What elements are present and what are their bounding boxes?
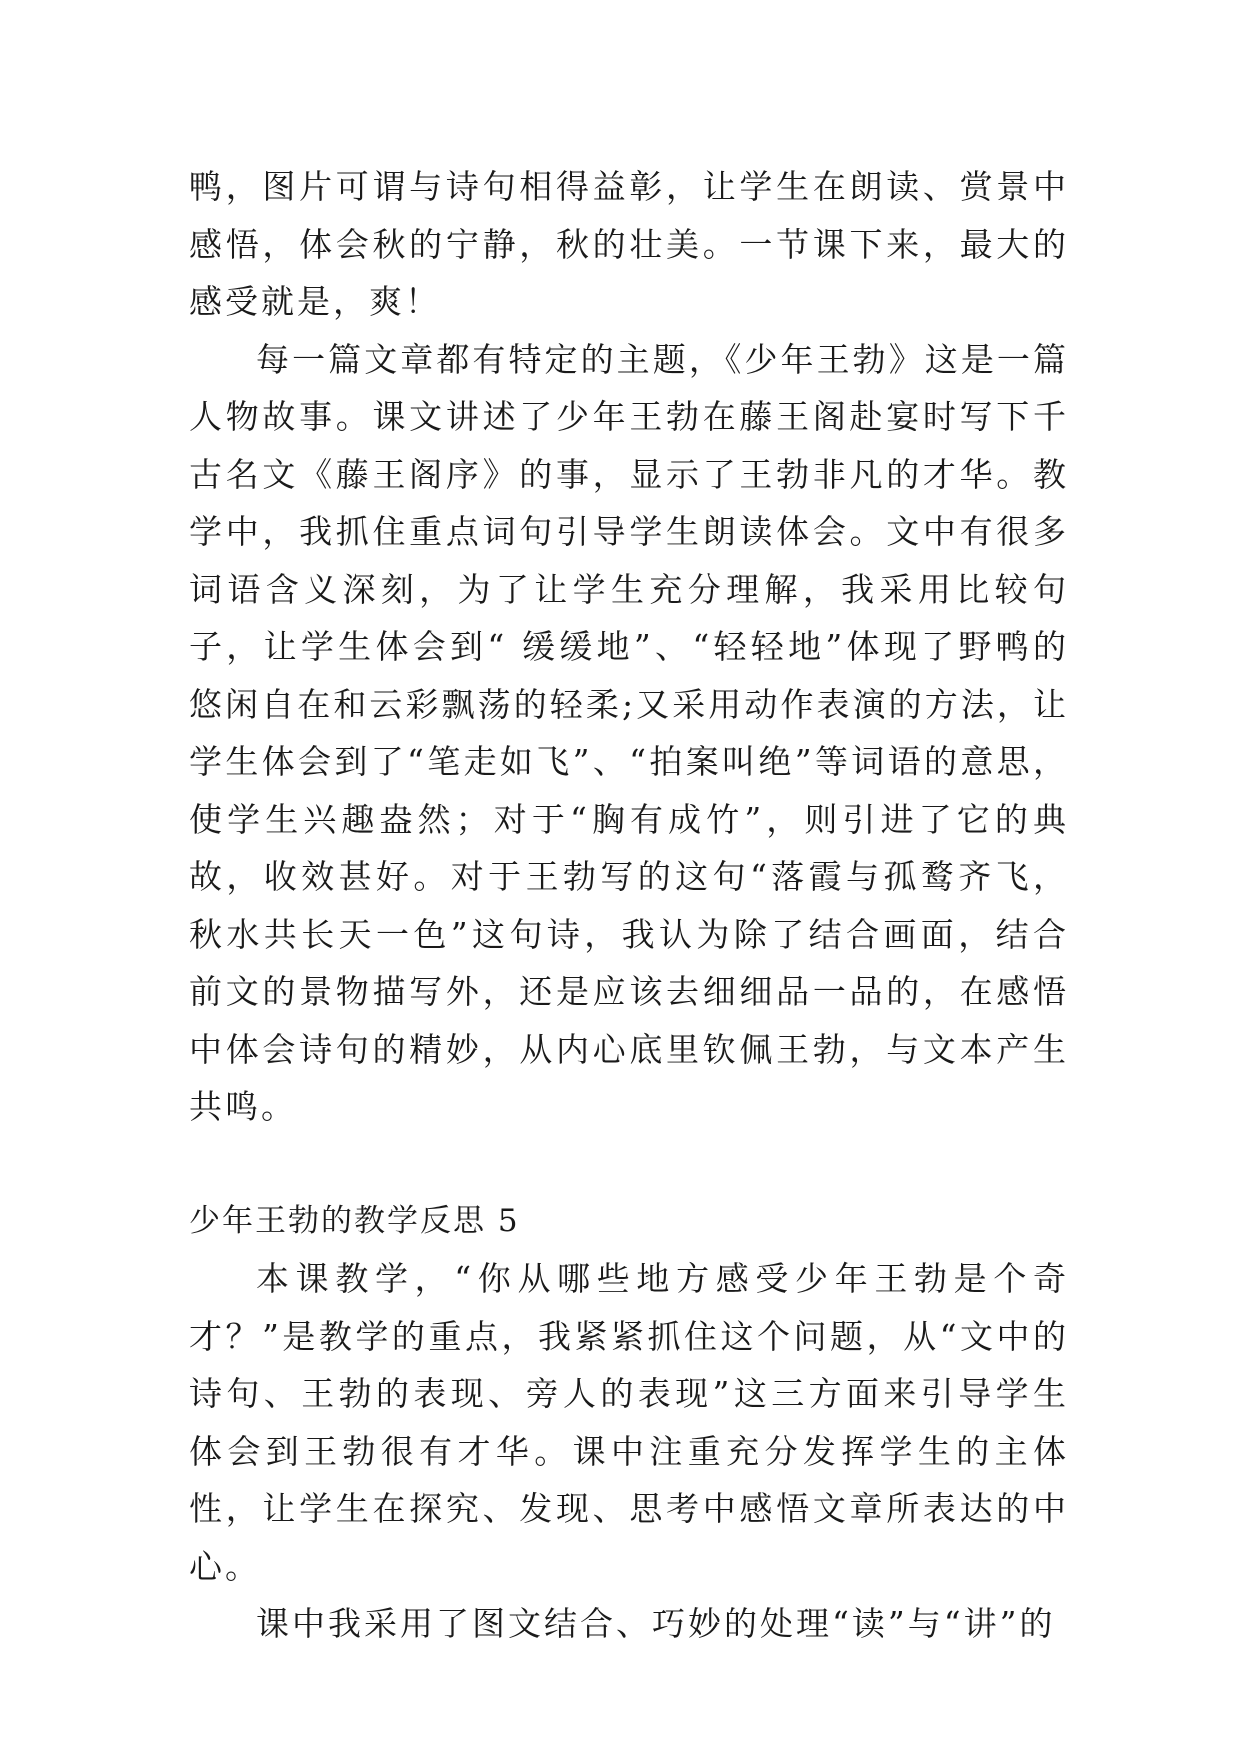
paragraph-2: 每一篇文章都有特定的主题，《少年王勃》这是一篇人物故事。课文讲述了少年王勃在藤王阁赴宴时写下千古名文《藤王阁序》的事，显示了王勃非凡的才华。教学中，我抓住重点词句引导学生朗读体会。文中有很多词语含义深刻，为了让学生充分理解，我采用比较句子，让学生体会到“ 缓缓地”、“轻轻地”体现了野鸭的悠闲自在和云彩飘荡的轻柔;又采用动作表演的方法，让学生体会到了“笔走如飞”、“拍案叫绝”等词语的意思，使学生兴趣盎然；对于“胸有成竹”，则引进了它的典故，收效甚好。对于王勃写的这句“落霞与孤鹜齐飞，秋水共长天一色”这句诗，我认为除了结合画面，结合前文的景物描写外，还是应该去细细品一品的，在感悟中体会诗句的精妙，从内心底里钦佩王勃，与文本产生共鸣。 [189, 339, 1069, 1126]
document-body [189, 158, 1069, 1653]
paragraph-4: 课中我采用了图文结合、巧妙的处理“读”与“讲”的 [256, 1604, 1056, 1643]
paragraph-3: 本课教学，“你从哪些地方感受少年王勃是个奇才？”是教学的重点，我紧紧抓住这个问题，从“文中的诗句、王勃的表现、旁人的表现”这三方面来引导学生体会到王勃很有才华。课中注重充分发挥学生的主体性，让学生在探究、发现、思考中感悟文章所表达的中心。 [189, 1259, 1069, 1586]
paragraph-1: 鸭，图片可谓与诗句相得益彰，让学生在朗读、赏景中感悟，体会秋的宁静，秋的壮美。一节课下来，最大的感受就是，爽！ [189, 167, 1069, 321]
section-title: 少年王勃的教学反思 5 [189, 1202, 520, 1239]
